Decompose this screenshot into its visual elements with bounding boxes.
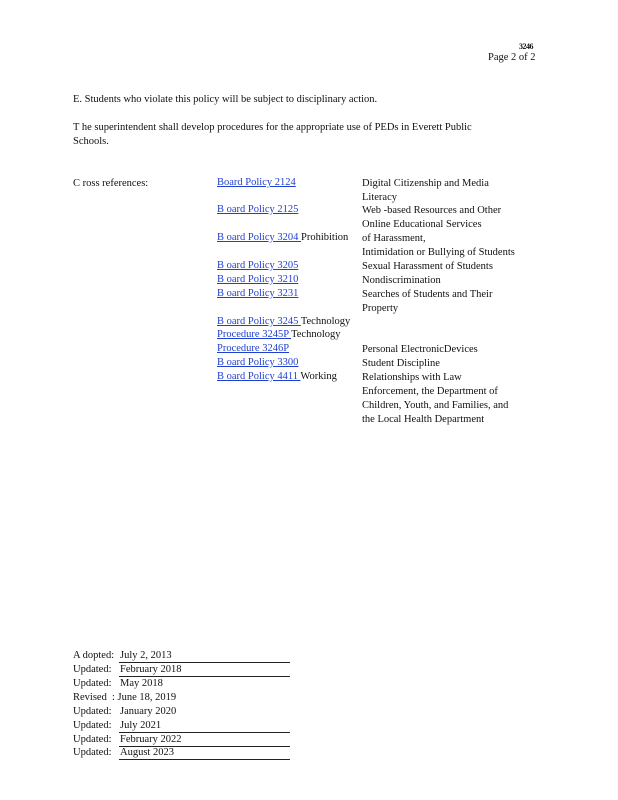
cross-ref-row: [0, 288, 618, 314]
board-policy-2125-link[interactable]: B oard Policy 2125: [217, 204, 299, 215]
board-policy-4411-link[interactable]: B oard Policy 4411: [217, 371, 301, 382]
cross-ref-desc: Digital Citizenship and Media Literacy: [362, 178, 489, 203]
history-row: Updated: February 2018: [73, 664, 182, 675]
cross-ref-row: [0, 274, 618, 288]
board-policy-3245-link[interactable]: B oard Policy 3245: [217, 316, 301, 327]
cross-ref-inline-text: Technology: [291, 329, 341, 340]
cross-ref-inline-text: Prohibition: [301, 232, 349, 243]
cross-ref-desc: Relationships with Law Enforcement, the Department of Children, Youth, and Families, and the Local Health Department: [362, 372, 509, 425]
board-policy-3210-link[interactable]: B oard Policy 3210: [217, 274, 299, 285]
cross-ref-inline-text: Working: [300, 371, 337, 382]
cross-ref-row: [0, 260, 618, 274]
cross-ref-desc: Sexual Harassment of Students: [362, 261, 493, 272]
history-row: Revised : June 18, 2019: [73, 692, 177, 703]
history-row: Updated: August 2023: [73, 747, 174, 758]
page-indicator: Page 2 of 2: [488, 52, 536, 63]
board-policy-3231-link[interactable]: B oard Policy 3231: [217, 288, 299, 299]
cross-ref-desc: Nondiscrimination: [362, 275, 441, 286]
history-row: A dopted: July 2, 2013: [73, 650, 172, 661]
cross-references-label: C ross references:: [73, 178, 149, 189]
cross-ref-row: [0, 316, 618, 330]
cross-ref-desc: of Harassment, Intimidation or Bullying of Students: [362, 233, 515, 258]
cross-ref-desc: Web -based Resources and Other Online Educational Services: [362, 205, 502, 230]
history-row: Updated: February 2022: [73, 734, 182, 745]
board-policy-2124-link[interactable]: Board Policy 2124: [217, 177, 296, 188]
cross-ref-row: [0, 329, 618, 343]
cross-ref-row: [0, 204, 618, 230]
board-policy-3204-link[interactable]: B oard Policy 3204: [217, 232, 301, 243]
board-policy-3205-link[interactable]: B oard Policy 3205: [217, 260, 299, 271]
cross-ref-desc: Searches of Students and Their Property: [362, 289, 493, 314]
paragraph-superintendent-line-1: T he superintendent shall develop procedures for the appropriate use of PEDs in Everett Public: [73, 122, 472, 133]
paragraph-e: E. Students who violate this policy will be subject to disciplinary action.: [73, 94, 378, 105]
board-policy-3300-link[interactable]: B oard Policy 3300: [217, 357, 299, 368]
procedure-3246p-link[interactable]: Procedure 3246P: [217, 343, 290, 354]
document-number: 3246: [519, 42, 533, 51]
cross-ref-row: [0, 232, 618, 258]
history-row: Updated: May 2018: [73, 678, 163, 689]
cross-ref-desc: Student Discipline: [362, 358, 440, 369]
cross-ref-desc: Personal ElectronicDevices: [362, 344, 478, 355]
history-row: Updated: January 2020: [73, 706, 177, 717]
cross-ref-inline-text: Technology: [300, 316, 351, 327]
cross-ref-row: [0, 371, 618, 425]
paragraph-superintendent-line-2: Schools.: [73, 136, 109, 147]
cross-ref-row: [0, 177, 618, 203]
cross-ref-row: [0, 357, 618, 371]
procedure-3245p-link[interactable]: Procedure 3245P: [217, 329, 292, 340]
cross-ref-row: [0, 343, 618, 357]
history-row: Updated: July 2021: [73, 720, 162, 731]
